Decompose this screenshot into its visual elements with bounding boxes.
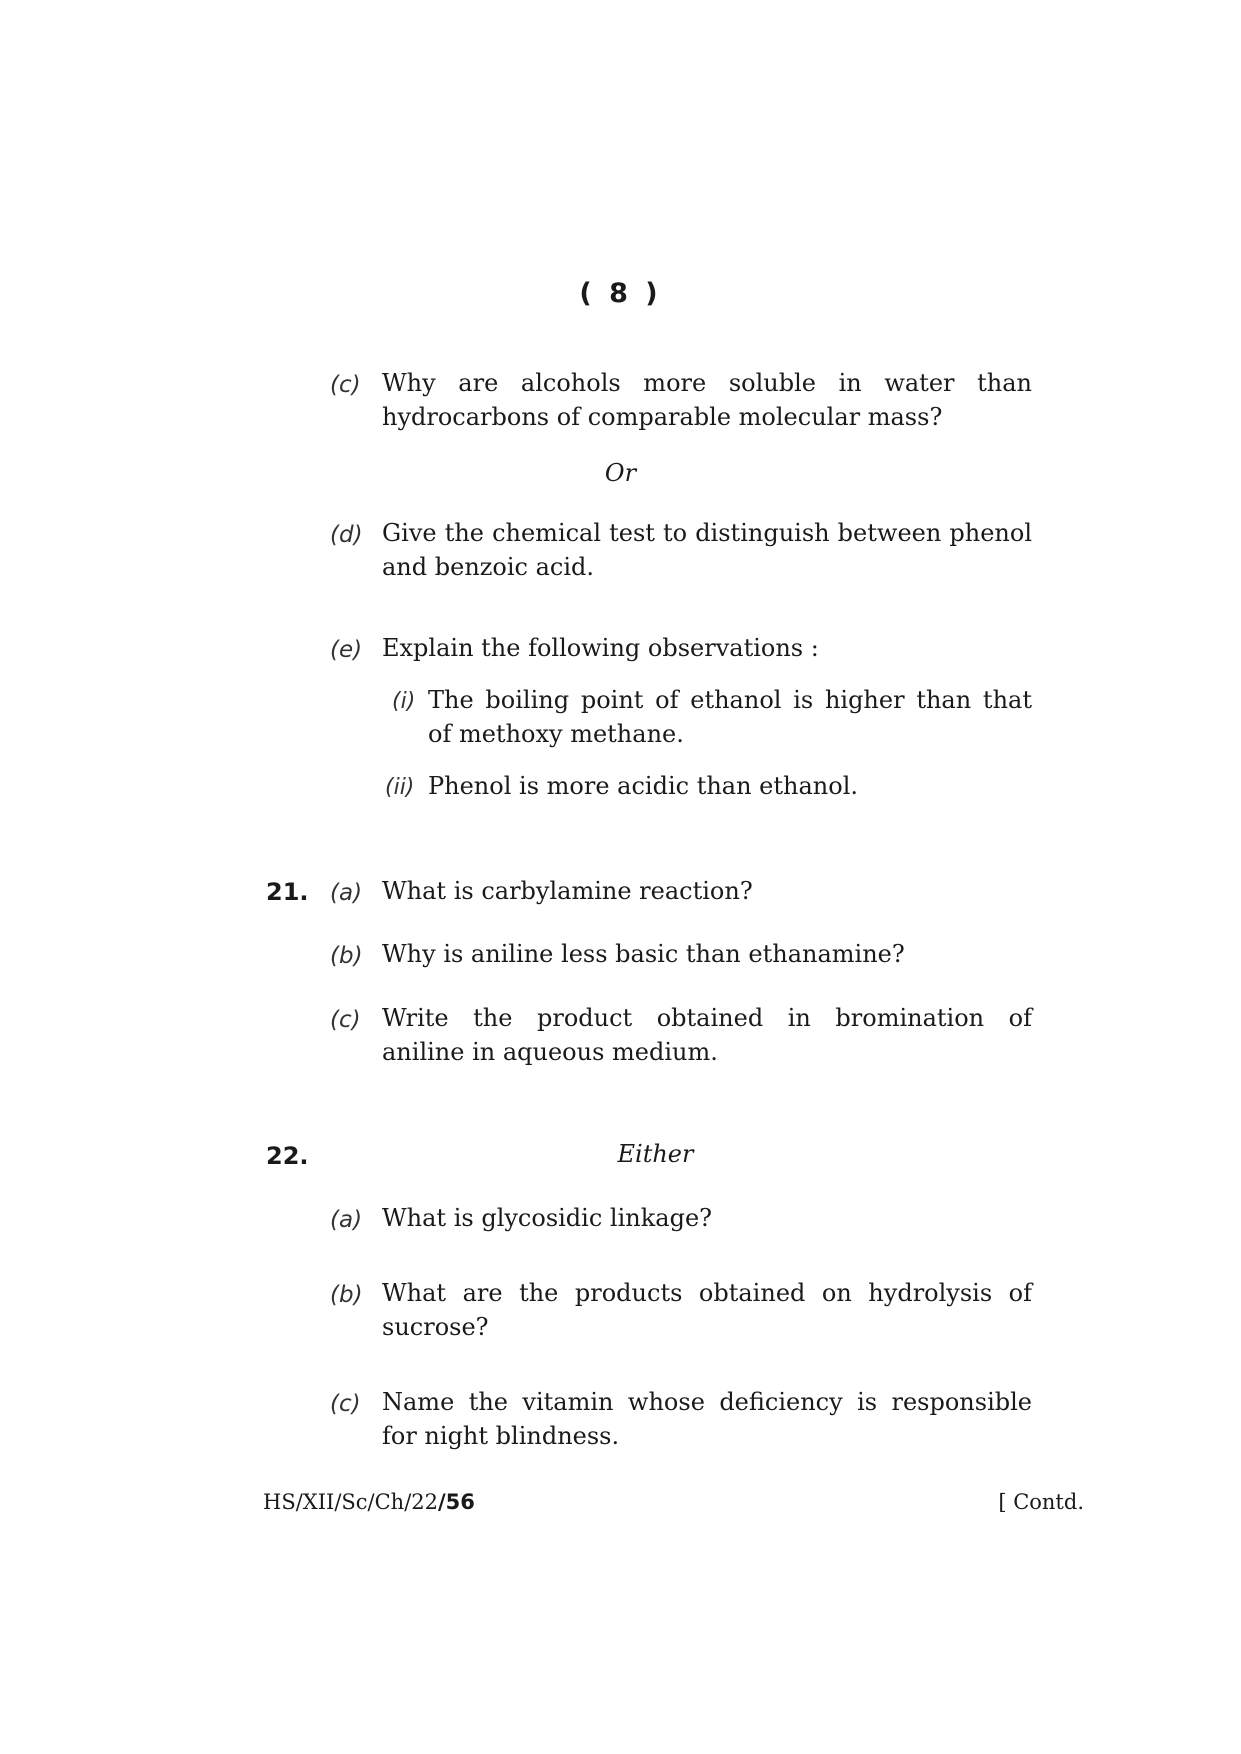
subitem-text-line2: of methoxy methane. (428, 720, 684, 748)
either-label: Either (617, 1140, 694, 1168)
paper-code (263, 1490, 475, 1514)
item-label: (e) (330, 637, 363, 663)
question-number: 22. (266, 1142, 309, 1170)
item-label: (a) (330, 880, 363, 906)
continued-note: [ Contd. (998, 1490, 1084, 1514)
subitem-text: Phenol is more acidic than ethanol. (428, 772, 859, 800)
question-text-line1: Name the vitamin whose deficiency is responsible (382, 1388, 1032, 1416)
question-text-line2: hydrocarbons of comparable molecular mass? (382, 403, 943, 431)
item-label: (c) (330, 372, 361, 398)
item-label: (a) (330, 1207, 363, 1233)
question-text-line2: sucrose? (382, 1313, 489, 1341)
question-text-line1: What are the products obtained on hydrolysis of (382, 1279, 1032, 1307)
item-label: (c) (330, 1391, 361, 1417)
item-label: (c) (330, 1007, 361, 1033)
question-text-line1: Give the chemical test to distinguish between phenol (382, 519, 1032, 547)
question-number: 21. (266, 878, 309, 906)
question-text: Why is aniline less basic than ethanamine? (382, 940, 905, 968)
paper-code-prefix: HS/XII/Sc/Ch/22 (263, 1490, 439, 1514)
item-label: (d) (330, 522, 363, 548)
paper-code-suffix: /56 (438, 1490, 475, 1514)
question-text: Explain the following observations : (382, 634, 819, 662)
page-number: ( 8 ) (579, 278, 662, 309)
subitem-label: (ii) (385, 775, 415, 800)
question-text-line1: Write the product obtained in bromination of (382, 1004, 1032, 1032)
question-text-line2: for night blindness. (382, 1422, 620, 1450)
item-label: (b) (330, 1282, 363, 1308)
question-text-line2: aniline in aqueous medium. (382, 1038, 718, 1066)
question-text-line1: Why are alcohols more soluble in water than (382, 369, 1032, 397)
question-text: What is carbylamine reaction? (382, 877, 753, 905)
subitem-label: (i) (392, 689, 416, 714)
question-text: What is glycosidic linkage? (382, 1204, 713, 1232)
question-text-line2: and benzoic acid. (382, 553, 595, 581)
or-divider: Or (604, 459, 637, 487)
item-label: (b) (330, 943, 363, 969)
subitem-text-line1: The boiling point of ethanol is higher than that (428, 686, 1032, 714)
